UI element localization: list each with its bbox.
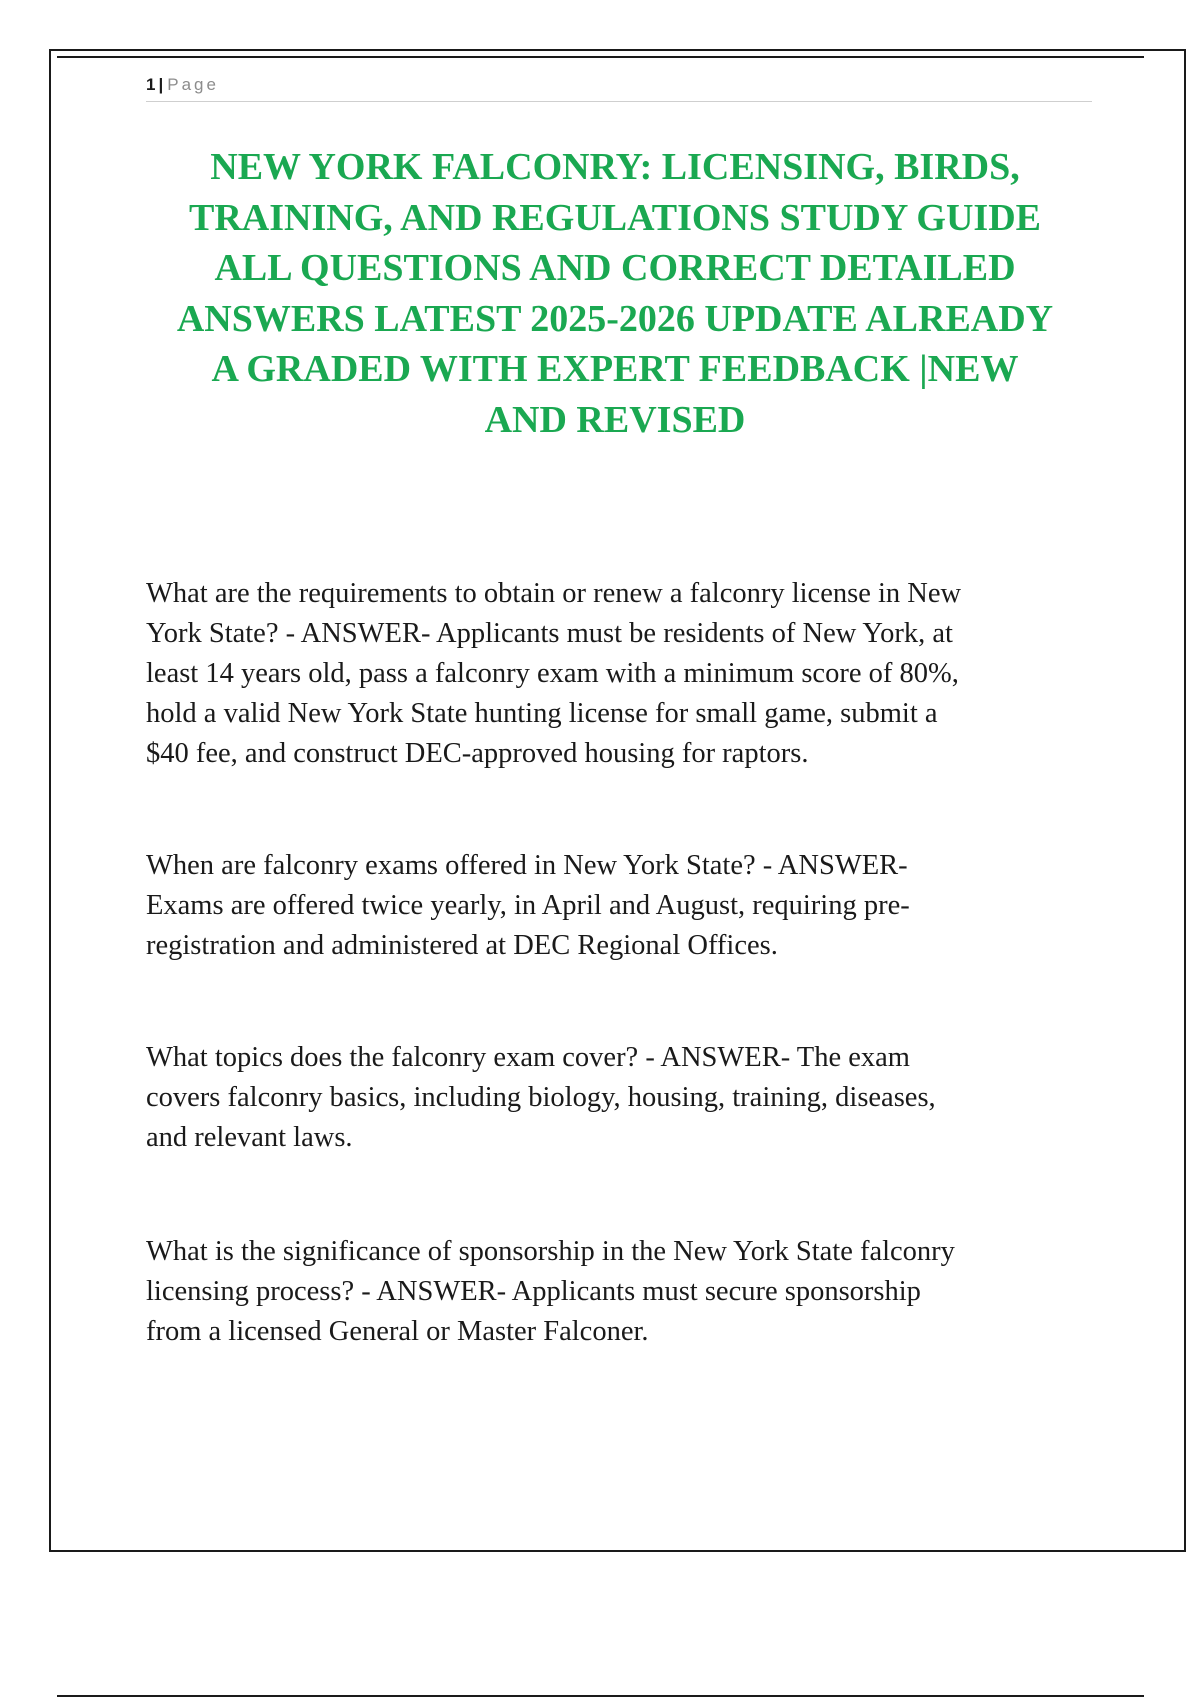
page-label: Page xyxy=(167,75,219,94)
page-number: 1 xyxy=(146,75,156,94)
document-title: NEW YORK FALCONRY: LICENSING, BIRDS, TRAINING, AND REGULATIONS STUDY GUIDE ALL QUESTIONS AND CORRECT DETAILED ANSWERS LATEST 2025-2026 UPDATE ALREADY A GRADED WITH EXPERT FEEDBACK |NEW AND REVISED xyxy=(176,146,1054,441)
page-header xyxy=(146,74,1092,102)
qa-item-1: What are the requirements to obtain or renew a falconry license in New York State? - ANSWER- Applicants must be residents of New York, at least 14 years old, pass a falconry exam with a minimum score of 80%, hold a valid New York State hunting license for small game, submit a $40 fee, and construct DEC-approved housing for raptors. xyxy=(146,578,962,769)
qa-item-3: What topics does the falconry exam cover? - ANSWER- The exam covers falconry basics, including biology, housing, training, diseases, and relevant laws. xyxy=(146,1042,936,1153)
qa-item-4: What is the significance of sponsorship in the New York State falconry licensing process? - ANSWER- Applicants must secure sponsorship from a licensed General or Master Falconer. xyxy=(146,1236,955,1347)
qa-item-2: When are falconry exams offered in New York State? - ANSWER- Exams are offered twice yearly, in April and August, requiring pre- registration and administered at DEC Regional Offices. xyxy=(146,850,910,961)
page-separator: | xyxy=(158,75,164,94)
bottom-rule xyxy=(57,1695,1144,1697)
